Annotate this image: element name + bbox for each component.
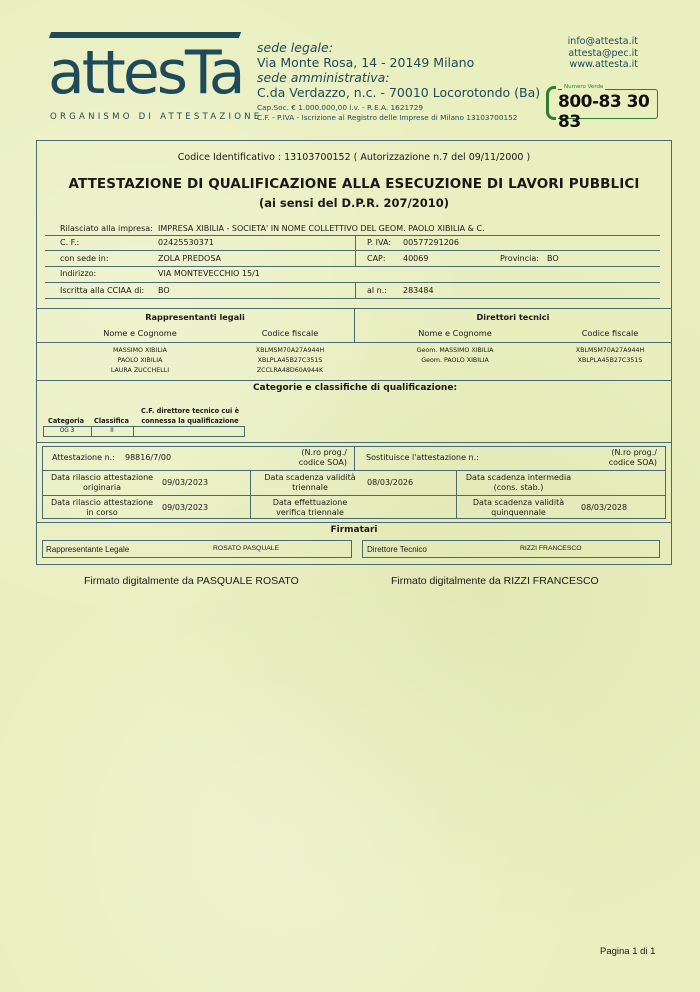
contacts [566, 36, 638, 71]
scad-trien: 08/03/2026 [367, 478, 414, 487]
dir-nome: Geom. MASSIMO XIBILIA [416, 347, 494, 354]
col-classifica: Classifica [94, 417, 129, 425]
dir-col-cf: Codice fiscale [581, 328, 639, 338]
pec-link[interactable]: attesta@pec.it [568, 47, 638, 59]
sede-value: ZOLA PREDOSA [158, 254, 222, 263]
provincia-label: Provincia: [500, 254, 539, 263]
divider [45, 266, 660, 267]
scad-interm-l2: (cons. stab.) [493, 483, 544, 492]
page-number: Pagina 1 di 1 [600, 946, 656, 957]
document-title: ATTESTAZIONE DI QUALIFICAZIONE ALLA ESECUZIONE DI LAVORI PUBBLICI [68, 176, 640, 192]
col-cf-line1: C.F. direttore tecnico cui è [140, 407, 240, 415]
divider [355, 236, 356, 250]
sede-amm-label: sede amministrativa: [257, 70, 390, 85]
list-item [375, 347, 675, 357]
aln-value: 283484 [403, 286, 434, 295]
list-item [60, 357, 360, 367]
rl-value: ROSATO PASQUALE [213, 545, 280, 552]
provincia-value: BO [547, 254, 559, 263]
dir-cf: XBLMSM70A27A944H [575, 347, 645, 354]
codice-identificativo: Codice Identificativo : 13103700152 ( Autorizzazione n.7 del 09/11/2000 ) [177, 152, 531, 163]
nro-prog2-l1: (N.ro prog./ [611, 448, 657, 457]
rapp-nome: MASSIMO XIBILIA [112, 347, 167, 354]
divider [45, 250, 660, 251]
dir-nome: Geom. PAOLO XIBILIA [421, 357, 489, 364]
cell-classifica: II [110, 428, 114, 434]
list-item [60, 367, 360, 377]
rapp-nome: PAOLO XIBILIA [117, 357, 163, 364]
rapp-col-cf: Codice fiscale [261, 328, 319, 338]
divider [45, 282, 660, 283]
rapp-nome: LAURA ZUCCHELLI [110, 367, 170, 374]
cciaa-value: BO [158, 286, 170, 295]
rappresentanti-list [60, 347, 360, 377]
dt-value: RIZZI FRANCESCO [520, 545, 582, 552]
rappresentanti-title: Rappresentanti legali [145, 312, 245, 322]
divider [42, 495, 666, 496]
phone-icon [546, 86, 556, 120]
categorie-title: Categorie e classifiche di qualificazione: [252, 383, 458, 393]
cap-label: CAP: [367, 254, 386, 263]
rilascio-orig-l2: originaria [82, 483, 122, 492]
document-subtitle: (ai sensi del D.P.R. 207/2010) [258, 196, 450, 210]
cf-label: C. F.: [60, 238, 80, 247]
direttori-list [375, 347, 675, 367]
nro-prog-l2: codice SOA) [298, 458, 347, 467]
rilasciato-value: IMPRESA XIBILIA - SOCIETA' IN NOME COLLETTIVO DEL GEOM. PAOLO XIBILIA & C. [158, 224, 485, 233]
divider [133, 426, 134, 437]
numero-verde [546, 84, 658, 132]
dir-cf: XBLPLA45B27C351S [577, 357, 643, 364]
indirizzo-label: Indirizzo: [60, 269, 97, 278]
divider [355, 283, 356, 298]
aln-label: al n.: [367, 286, 387, 295]
rilascio-orig: 09/03/2023 [162, 478, 209, 487]
scad-interm-l1: Data scadenza intermedia [465, 473, 572, 482]
rilascio-corso-l1: Data rilascio attestazione [50, 498, 154, 507]
list-item [60, 347, 360, 357]
verifica-l1: Data effettuazione [272, 498, 348, 507]
scad-quinq-l2: quinquennale [491, 508, 546, 517]
sede-legale: Via Monte Rosa, 14 - 20149 Milano [257, 55, 475, 70]
nro-prog2-l2: codice SOA) [608, 458, 657, 467]
divider [355, 251, 356, 266]
sede-amm: C.da Verdazzo, n.c. - 70010 Locorotondo (Ba) [257, 85, 541, 100]
digital-signature-2: Firmato digitalmente da RIZZI FRANCESCO [391, 575, 599, 587]
capitale-sociale: Cap.Soc. € 1.000.000,00 i.v. - R.E.A. 1621729 [257, 103, 424, 112]
divider [354, 446, 355, 470]
address-block [257, 40, 540, 122]
cap-value: 40069 [403, 254, 429, 263]
rilascio-orig-l1: Data rilascio attestazione [50, 473, 154, 482]
dt-label: Direttore Tecnico [367, 545, 427, 554]
nro-prog-l1: (N.ro prog./ [301, 448, 347, 457]
rilascio-corso-l2: in corso [86, 508, 118, 517]
scad-quinq: 08/03/2028 [581, 503, 628, 512]
sostituisce-label: Sostituisce l'attestazione n.: [366, 453, 479, 462]
attestazione-n-label: Attestazione n.: [52, 453, 115, 462]
rl-label: Rappresentante Legale [46, 545, 130, 554]
divider [36, 522, 672, 523]
cf-piva: C.F. - P.IVA - Iscrizione al Registro delle Imprese di Milano 13103700152 [257, 112, 518, 122]
email-link[interactable]: info@attesta.it [567, 36, 638, 47]
numero-verde-label: Numero Verde [564, 84, 604, 90]
sede-label: con sede in: [60, 254, 109, 263]
digital-signature-1: Firmato digitalmente da PASQUALE ROSATO [84, 575, 299, 587]
sede-legale-label: sede legale: [257, 40, 333, 55]
col-categoria: Categoria [48, 417, 85, 425]
firmatari-title: Firmatari [330, 525, 378, 535]
dir-col-nome: Nome e Cognome [418, 328, 492, 338]
indirizzo-value: VIA MONTEVECCHIO 15/1 [158, 269, 260, 278]
divider [36, 342, 672, 343]
list-item [375, 357, 675, 367]
rilasciato-label: Rilasciato alla impresa: [60, 224, 153, 233]
scad-trien-l2: triennale [292, 483, 328, 492]
rapp-cf: XBLPLA45B27C351S [257, 357, 323, 364]
logo-tagline: ORGANISMO DI ATTESTAZIONE [50, 112, 263, 122]
direttori-title: Direttori tecnici [476, 312, 550, 322]
rapp-cf: ZCCLRA48D60A944K [256, 367, 324, 374]
cciaa-label: Iscritta alla CCIAA di: [60, 286, 145, 295]
attesta-logo [48, 30, 263, 126]
logo-word: attesTa [48, 38, 243, 108]
cell-categoria: OG 3 [59, 428, 75, 434]
phone-number: 800-83 30 83 [558, 92, 650, 132]
attestazione-n: 98816/7/00 [125, 453, 172, 462]
rilascio-corso: 09/03/2023 [162, 503, 209, 512]
divider [45, 235, 660, 236]
divider [36, 442, 672, 443]
divider [42, 470, 666, 471]
divider [45, 298, 660, 299]
piva-value: 00577291206 [403, 238, 459, 247]
rapp-col-nome: Nome e Cognome [103, 328, 177, 338]
piva-label: P. IVA: [367, 238, 392, 247]
col-cf-line2: connessa la qualificazione [141, 417, 239, 425]
scad-quinq-l1: Data scadenza validità [472, 498, 565, 507]
scad-trien-l1: Data scadenza validità [264, 473, 356, 482]
rapp-cf: XBLMSM70A27A944H [255, 347, 325, 354]
website-link[interactable]: www.attesta.it [569, 59, 638, 70]
cf-value: 02425530371 [158, 238, 214, 247]
verifica-l2: verifica triennale [276, 508, 344, 517]
